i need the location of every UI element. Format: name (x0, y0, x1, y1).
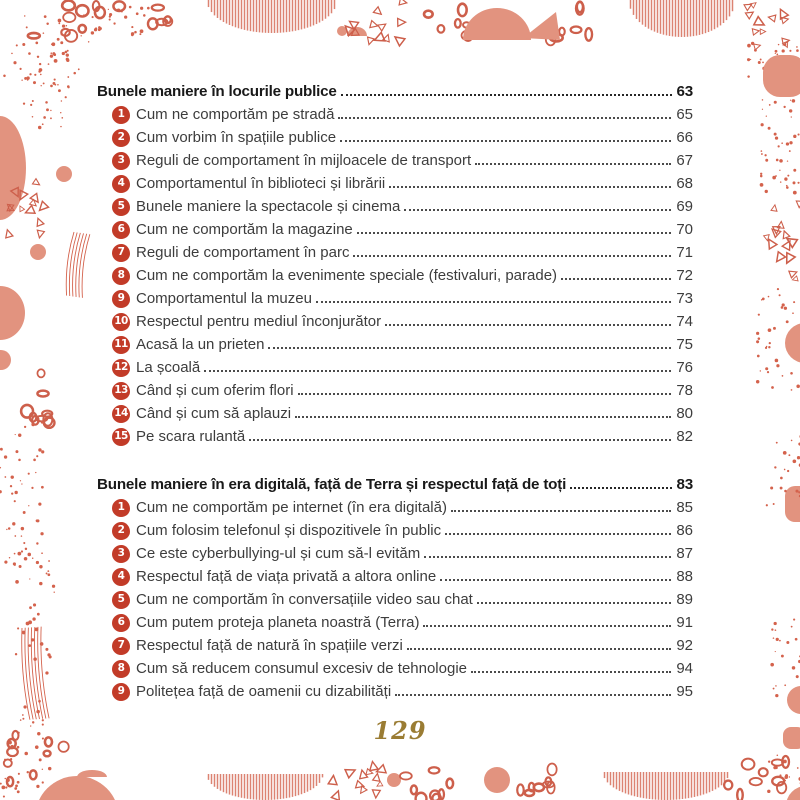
toc-entry (97, 310, 693, 333)
entry-page-ref: 78 (676, 382, 693, 399)
entry-page-ref: 66 (676, 129, 693, 146)
toc-entry (97, 218, 693, 241)
toc-entry (97, 379, 693, 402)
decor-triangles-cluster (327, 762, 388, 800)
decor-speckle-dots (770, 619, 800, 698)
dot-leader (389, 186, 671, 188)
entry-number-badge: 4 (112, 568, 130, 586)
entry-page-ref: 73 (676, 290, 693, 307)
entry-number-badge: 9 (112, 290, 130, 308)
entry-number-badge: 13 (112, 382, 130, 400)
entry-number-badge: 8 (112, 267, 130, 285)
entry-page-ref: 76 (676, 359, 693, 376)
dot-leader (404, 209, 671, 211)
decor-solid-circle (35, 776, 119, 800)
table-of-contents (97, 80, 693, 703)
decor-rings-cluster (28, 1, 105, 42)
dot-leader (471, 671, 671, 673)
entry-number-badge: 8 (112, 660, 130, 678)
toc-entry (97, 496, 693, 519)
toc-entry (97, 565, 693, 588)
dot-leader (424, 556, 671, 558)
toc-entry (97, 588, 693, 611)
entry-title: Cum să reducem consumul excesiv de tehnologie (136, 660, 468, 677)
toc-section (97, 80, 693, 448)
decor-halfcircle (463, 8, 531, 40)
dot-leader (353, 255, 671, 257)
decor-speckle-dots (0, 421, 44, 569)
entry-number-badge: 7 (112, 244, 130, 262)
entry-page-ref: 85 (676, 499, 693, 516)
section-header-row (97, 473, 693, 496)
entry-title: Politețea față de oamenii cu dizabilități (136, 683, 392, 700)
decor-wedge (523, 12, 560, 40)
entry-page-ref: 89 (676, 591, 693, 608)
dot-leader (570, 487, 671, 489)
entry-title: Cum folosim telefonul și dispozitivele în public (136, 522, 442, 539)
toc-entry (97, 241, 693, 264)
decor-striped-halfcircle (605, 772, 728, 800)
entry-page-ref: 75 (676, 336, 693, 353)
entry-title: Cum ne comportăm la evenimente speciale (festivaluri, parade) (136, 267, 558, 284)
decor-solid-circle (0, 350, 11, 370)
decor-solid-circle (785, 323, 800, 363)
entry-title: Când și cum oferim flori (136, 382, 294, 399)
entry-title: Bunele maniere la spectacole și cinema (136, 198, 401, 215)
entry-page-ref: 94 (676, 660, 693, 677)
entry-title: Comportamentul în biblioteci și librării (136, 175, 386, 192)
entry-page-ref: 67 (676, 152, 693, 169)
entry-page-ref: 92 (676, 637, 693, 654)
entry-number-badge: 2 (112, 129, 130, 147)
entry-title: La școală (136, 359, 201, 376)
toc-entry (97, 172, 693, 195)
toc-entry (97, 634, 693, 657)
dot-leader (451, 510, 671, 512)
decor-triangles-cluster (345, 0, 406, 46)
entry-title: Acasă la un prieten (136, 336, 265, 353)
dot-leader (440, 579, 671, 581)
entry-page-ref: 69 (676, 198, 693, 215)
toc-entry (97, 611, 693, 634)
decor-solid-circle (30, 244, 46, 260)
entry-number-badge: 11 (112, 336, 130, 354)
entry-number-badge: 10 (112, 313, 130, 331)
entry-number-badge: 5 (112, 591, 130, 609)
decor-solid-circle (387, 773, 401, 787)
entry-number-badge: 14 (112, 405, 130, 423)
entry-number-badge: 6 (112, 614, 130, 632)
entry-page-ref: 72 (676, 267, 693, 284)
entry-page-ref: 65 (676, 106, 693, 123)
entry-number-badge: 3 (112, 152, 130, 170)
decor-hatch-lines (63, 232, 91, 298)
decor-solid-circle (56, 166, 72, 182)
entry-page-ref: 91 (676, 614, 693, 631)
section-header-row (97, 80, 693, 103)
toc-entry (97, 680, 693, 703)
entry-title: Reguli de comportament în parc (136, 244, 350, 261)
decor-halfcircle (77, 770, 107, 777)
dot-leader (298, 393, 672, 395)
entry-page-ref: 88 (676, 568, 693, 585)
entry-title: Cum putem proteja planeta noastră (Terra) (136, 614, 420, 631)
toc-entry (97, 657, 693, 680)
section-page-ref: 63 (676, 83, 693, 100)
dot-leader (445, 533, 671, 535)
toc-entry (97, 287, 693, 310)
entry-number-badge: 12 (112, 359, 130, 377)
decor-solid-circle (787, 686, 800, 714)
decor-halfcircle (0, 286, 25, 340)
entry-number-badge: 1 (112, 106, 130, 124)
toc-entry (97, 425, 693, 448)
entry-number-badge: 1 (112, 499, 130, 517)
dot-leader (407, 648, 671, 650)
toc-entry (97, 333, 693, 356)
dot-leader (341, 94, 672, 96)
entry-page-ref: 74 (676, 313, 693, 330)
dot-leader (475, 163, 671, 165)
section-page-ref: 83 (676, 476, 693, 493)
entry-number-badge: 9 (112, 683, 130, 701)
dot-leader (477, 602, 671, 604)
entry-title: Respectul pentru mediul înconjurător (136, 313, 382, 330)
entry-title: Respectul față de natură în spațiile verzi (136, 637, 403, 654)
entry-title: Comportamentul la muzeu (136, 290, 312, 307)
decor-triangles-cluster (744, 3, 790, 51)
entry-page-ref: 71 (676, 244, 693, 261)
toc-section (97, 473, 693, 703)
toc-entry (97, 103, 693, 126)
decor-rings-cluster (724, 756, 789, 800)
dot-leader (204, 370, 671, 372)
decor-halfcircle (0, 116, 26, 220)
decor-rings-cluster (21, 369, 54, 428)
toc-entry (97, 542, 693, 565)
entry-number-badge: 2 (112, 522, 130, 540)
entry-page-ref: 87 (676, 545, 693, 562)
entry-page-ref: 95 (676, 683, 693, 700)
decor-solid-circle (786, 786, 800, 800)
entry-title: Cum ne comportăm în conversațiile video sau chat (136, 591, 473, 608)
entry-number-badge: 7 (112, 637, 130, 655)
dot-leader (268, 347, 671, 349)
dot-leader (423, 625, 671, 627)
decor-rings-cluster (517, 763, 556, 795)
entry-title: Cum ne comportăm pe internet (în era digitală) (136, 499, 447, 516)
decor-speckle-dots (760, 99, 800, 194)
entry-title: Cum vorbim în spațiile publice (136, 129, 337, 146)
decor-speckle-dots (21, 42, 69, 129)
entry-page-ref: 70 (676, 221, 693, 238)
entry-number-badge: 3 (112, 545, 130, 563)
decor-triangles-cluster (762, 198, 800, 282)
entry-number-badge: 4 (112, 175, 130, 193)
decor-blob (763, 55, 800, 97)
toc-entry (97, 149, 693, 172)
entry-number-badge: 15 (112, 428, 130, 446)
toc-entry (97, 264, 693, 287)
decor-rings-cluster (113, 1, 172, 29)
entry-page-ref: 82 (676, 428, 693, 445)
entry-page-ref: 68 (676, 175, 693, 192)
dot-leader (385, 324, 671, 326)
entry-number-badge: 6 (112, 221, 130, 239)
toc-entry (97, 402, 693, 425)
toc-entry (97, 195, 693, 218)
entry-title: Pe scara rulantă (136, 428, 246, 445)
section-title: Bunele maniere în locurile publice (97, 83, 337, 100)
entry-title: Respectul față de viața privată a altora online (136, 568, 437, 585)
dot-leader (357, 232, 672, 234)
dot-leader (561, 278, 671, 280)
decor-striped-halfcircle (209, 774, 323, 800)
entry-title: Ce este cyberbullying-ul și cum să-l evităm (136, 545, 421, 562)
dot-leader (395, 694, 671, 696)
entry-number-badge: 5 (112, 198, 130, 216)
toc-entry (97, 519, 693, 542)
toc-entry (97, 356, 693, 379)
dot-leader (295, 416, 671, 418)
dot-leader (249, 439, 671, 441)
decor-striped-halfcircle (631, 0, 733, 37)
entry-title: Reguli de comportament în mijloacele de transport (136, 152, 472, 169)
entry-page-ref: 86 (676, 522, 693, 539)
entry-title: Cum ne comportăm la magazine (136, 221, 353, 238)
page-number: 129 (373, 716, 427, 745)
decor-solid-circle (484, 767, 510, 793)
entry-page-ref: 80 (676, 405, 693, 422)
dot-leader (340, 140, 671, 142)
decor-striped-halfcircle (209, 0, 335, 33)
decor-rings-cluster (400, 767, 453, 800)
dot-leader (338, 117, 671, 119)
toc-entry (97, 126, 693, 149)
entry-title: Cum ne comportăm pe stradă (136, 106, 335, 123)
entry-title: Când și cum să aplauzi (136, 405, 292, 422)
decor-speckle-dots (3, 14, 89, 87)
dot-leader (316, 301, 671, 303)
section-title: Bunele maniere în era digitală, față de Terra și respectul față de toți (97, 476, 567, 493)
